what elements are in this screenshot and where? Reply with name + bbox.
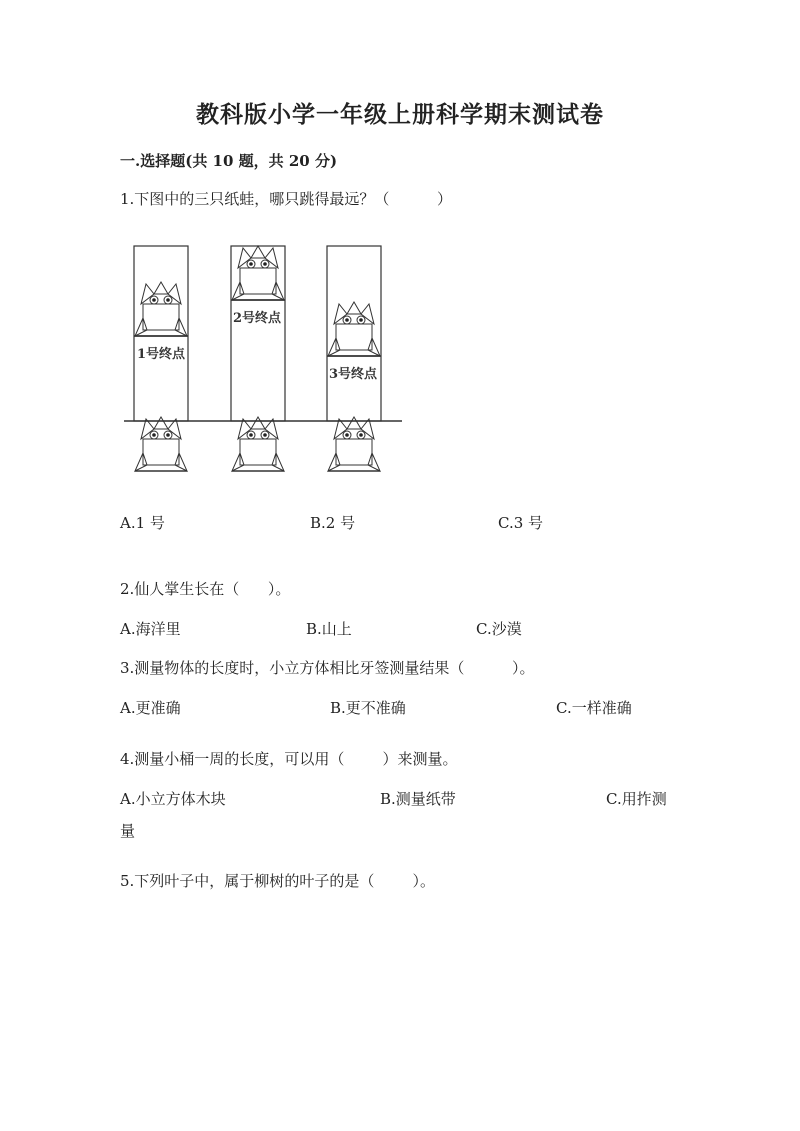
frog-3-finish [328,302,380,356]
q1-option-b[interactable]: B.2 号 [310,514,356,532]
question-3-stem: 3.测量物体的长度时，小立方体相比牙签测量结果（ ）。 [120,659,535,677]
paper-frogs-figure [118,236,408,486]
finish-label-1: 1号终点 [137,347,186,362]
frog-3-start [328,417,380,471]
finish-label-3: 3号终点 [329,367,378,382]
q2-option-a[interactable]: A.海洋里 [120,620,181,638]
q2-option-c[interactable]: C.沙漠 [476,620,522,638]
q4-option-b[interactable]: B.测量纸带 [380,790,456,808]
frog-1-start [135,417,187,471]
q4-option-a[interactable]: A.小立方体木块 [120,790,226,808]
q1-option-c[interactable]: C.3 号 [498,514,544,532]
frog-1-finish [135,282,187,336]
q1-option-a[interactable]: A.1 号 [120,514,165,532]
frog-2-finish [232,246,284,300]
question-2-stem: 2.仙人掌生长在（ ）。 [120,580,291,598]
finish-label-2: 2号终点 [233,311,282,326]
question-5-stem: 5.下列叶子中，属于柳树的叶子的是（ ）。 [120,872,435,890]
q3-option-a[interactable]: A.更准确 [120,699,181,717]
page-title: 教科版小学一年级上册科学期末测试卷 [196,101,604,128]
q2-option-b[interactable]: B.山上 [306,620,352,638]
lane-2-box [231,246,285,421]
q4-option-c-wrap: 量 [120,822,136,840]
q4-option-c[interactable]: C.用拃测 [606,790,667,808]
frog-2-start [232,417,284,471]
question-4-stem: 4.测量小桶一周的长度，可以用（ ）来测量。 [120,750,458,768]
question-1-stem: 1.下图中的三只纸蛙，哪只跳得最远？（ ） [120,190,452,208]
lane-1-box [134,246,188,421]
section-heading: 一.选择题(共 10 题，共 20 分) [120,152,338,170]
lane-3-box [327,246,381,421]
q3-option-b[interactable]: B.更不准确 [330,699,406,717]
q3-option-c[interactable]: C.一样准确 [556,699,632,717]
